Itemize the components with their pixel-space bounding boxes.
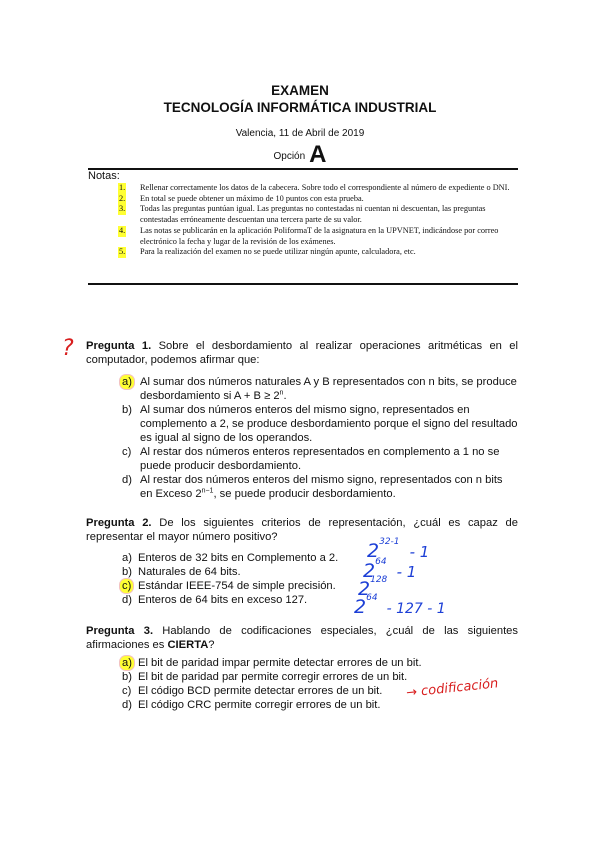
question-3: [86, 624, 518, 712]
notes-list: [118, 183, 518, 258]
margin-question-mark: ?: [62, 336, 74, 361]
handwriting-c: $2^{128}$: [358, 574, 388, 600]
option-a[interactable]: a) El bit de paridad impar permite detectar errores de un bit.: [122, 657, 422, 669]
exam-date: Valencia, 11 de Abril de 2019: [235, 128, 365, 139]
note-item: 3. Todas las preguntas puntúan igual. Las preguntas no contestadas ni cuentan ni descuentan, las preguntas contestadas erróneamente descuentan una tercera parte de su valor.: [119, 204, 486, 225]
question-3-stem: Pregunta 3. Hablando de codificaciones especiales, ¿cuál de las siguientes afirmaciones es CIERTA?: [86, 625, 518, 651]
option-a[interactable]: a) Al sumar dos números naturales A y B representados con n bits, se produce desbordamiento si $A + B \ge 2^n$.: [122, 376, 517, 402]
note-item: 5. Para la realización del examen no se puede utilizar ningún apunte, calculadora, etc.: [119, 247, 416, 257]
exam-option: [0, 141, 600, 169]
option-d[interactable]: d) Al restar dos números enteros del mismo signo, representados con n bits en Exceso $2^{n-1}$, se puede producir desbordamiento.: [122, 474, 503, 500]
option-c[interactable]: c) El código BCD permite detectar errores de un bit.: [122, 685, 383, 697]
notas-label: Notas:: [88, 170, 120, 182]
handwriting-d: $2^{64} - 127 - 1$: [354, 592, 446, 618]
option-c[interactable]: c) Al restar dos números enteros representados en complemento a 1 no se puede producir desbordamiento.: [122, 446, 500, 472]
option-b[interactable]: b) Al sumar dos números enteros del mismo signo, representados en complemento a 2, se produce desbordamiento porque el signo del resultado es igual al signo de los operandos.: [122, 404, 518, 444]
question-1-stem: Pregunta 1. Sobre el desbordamiento al realizar operaciones aritméticas en el computador, podemos afirmar que:: [86, 340, 518, 366]
option-c[interactable]: c) Estándar IEEE-754 de simple precisión.: [122, 580, 336, 592]
question-1-options: [86, 375, 518, 501]
option-a[interactable]: a) Enteros de 32 bits en Complemento a 2.: [122, 552, 339, 564]
question-2: [86, 516, 518, 607]
top-rule: [88, 168, 518, 170]
note-item: 1. Rellenar correctamente los datos de la cabecera. Sobre todo el correspondiente al número de expediente o DNI.: [119, 183, 510, 192]
option-b[interactable]: b) El bit de paridad par permite corregir errores de un bit.: [122, 671, 408, 683]
exam-title: EXAMEN: [271, 83, 329, 98]
question-1: [86, 339, 518, 501]
bottom-rule: [88, 283, 518, 285]
handwriting-a: 2$^{32-1}$ - 1: [367, 536, 430, 562]
note-item: 2. En total se puede obtener un máximo de 10 puntos con esta prueba.: [119, 193, 364, 203]
annotation-codificacion: → codificación: [405, 676, 499, 701]
note-item: 4. Las notas se publicarán en la aplicación PoliformaT de la asignatura en la UPVNET, indicándose por correo electrónico la fecha y lugar de la revisión de los exámenes.: [119, 225, 499, 246]
option-d[interactable]: d) Enteros de 64 bits en exceso 127.: [122, 594, 308, 606]
option-b[interactable]: b) Naturales de 64 bits.: [122, 566, 241, 578]
option-value: A: [309, 141, 327, 168]
option-d[interactable]: d) El código CRC permite corregir errores de un bit.: [122, 699, 381, 711]
option-label: Opción: [273, 151, 306, 162]
question-2-stem: Pregunta 2. De los siguientes criterios de representación, ¿cuál es capaz de representar el mayor número positivo?: [86, 517, 518, 543]
question-2-options: [86, 551, 518, 607]
handwriting-b: $2^{64} - 1$: [363, 556, 417, 582]
course-title: TECNOLOGÍA INFORMÁTICA INDUSTRIAL: [163, 100, 437, 115]
